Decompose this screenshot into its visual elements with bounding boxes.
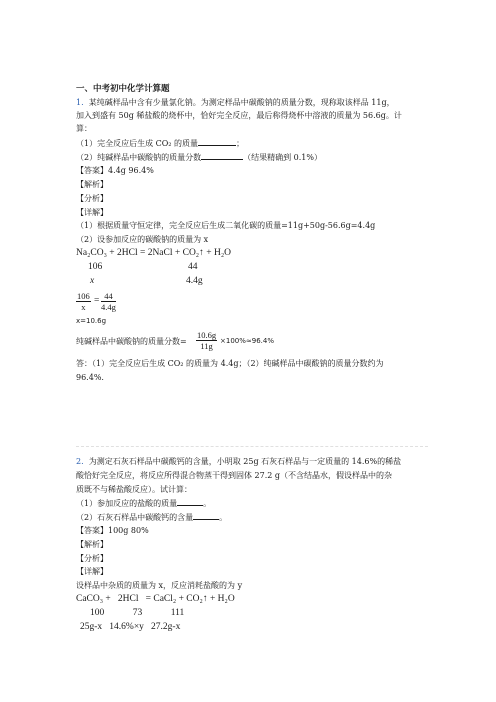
q1-eq-x: x <box>90 276 95 286</box>
q2-sub1: （1）参加反应的盐酸的质量 。 <box>76 499 212 508</box>
q2-number: 2. <box>76 457 84 466</box>
q2-sub2: （2）石灰石样品中碳酸钙的含量 。 <box>76 513 228 522</box>
q2-stem-line1: 2. 为测定石灰石样品中碳酸钙的含量，小明取 25g 石灰石样品与一定质量的 14.6%的稀盐 <box>76 457 402 466</box>
answer-blank <box>193 511 219 520</box>
q1-conclusion-line1: 答：（1）完全反应后生成 CO₂ 的质量为 4.4g；（2）纯碱样品中碳酸钠的质量分数约为 <box>76 359 384 368</box>
q1-eq-mr2: 44 <box>188 262 198 272</box>
q1-ratio-right: $\frac{44}{4.4g}$ <box>101 291 116 312</box>
q1-answer: 【答案】4.4g 96.4% <box>76 166 154 175</box>
q2-stem-line3: 质既不与稀盐酸反应）。试计算： <box>76 485 192 494</box>
q1-fraction-suffix: ×100%≈96.4% <box>220 337 274 345</box>
q2-detail1: 设样品中杂质的质量为 x，反应消耗盐酸的为 y <box>76 581 243 590</box>
section-title: 一、中考初中化学计算题 <box>76 84 170 94</box>
q1-stem-line3: 算： <box>76 124 92 133</box>
q2-xiangjie: 【详解】 <box>76 567 108 576</box>
q2-fenxi: 【分析】 <box>76 554 108 563</box>
q1-fraction-prefix: 纯碱样品中碳酸钠的质量分数= <box>76 337 187 346</box>
answer-blank <box>177 497 203 506</box>
q1-eq-mr1: 106 <box>88 262 103 272</box>
q1-sub1: （1）完全反应后生成 CO₂ 的质量 ； <box>76 139 245 148</box>
q1-jiexi: 【解析】 <box>76 180 108 189</box>
q1-stem-line1: 1. 某纯碱样品中含有少量氯化钠。为测定样品中碳酸钠的质量分数，现称取该样品 11g， <box>76 98 395 107</box>
q2-chemical-equation: CaCO₃ + 2HCl = CaCl₂ + CO₂↑ + H₂O <box>76 594 235 604</box>
q2-eq-masses: 25g-x 14.6%×y 27.2g-x <box>80 622 181 632</box>
answer-blank <box>201 151 243 160</box>
q1-eq-m2: 4.4g <box>186 276 203 286</box>
q1-detail2: （2）设参加反应的碳酸钠的质量为 x <box>76 235 209 244</box>
q1-detail1: （1）根据质量守恒定律，完全反应后生成二氧化碳的质量=11g+50g-56.6g=4.4g <box>76 221 376 230</box>
q1-number: 1. <box>76 98 84 107</box>
q2-answer: 【答案】100g 80% <box>76 526 149 535</box>
q2-stem-line2: 酸恰好完全反应，将反应所得混合物蒸干得到固体 27.2 g（不含结晶水，假设样品中的杂 <box>76 471 393 480</box>
q1-fraction: $\frac{10.6g}{11g}$ <box>197 330 217 351</box>
q2-jiexi: 【解析】 <box>76 540 108 549</box>
q2-eq-mr: 100 73 111 <box>90 608 185 618</box>
q1-sub2: （2）纯碱样品中碳酸钠的质量分数 （结果精确到 0.1%） <box>76 153 322 162</box>
answer-blank <box>198 137 236 146</box>
q1-x-result: x=10.6g <box>76 317 107 325</box>
q1-stem-line2: 加入到盛有 50g 稀盐酸的烧杯中，恰好完全反应，最后称得烧杯中溶液的质量为 56.6g。计 <box>76 111 402 120</box>
q1-ratio-left: $\frac{106}{x}$ <box>77 291 90 312</box>
q1-xiangjie: 【详解】 <box>76 208 108 217</box>
q1-fenxi: 【分析】 <box>76 194 108 203</box>
q1-ratio-equals: = <box>94 296 100 306</box>
q1-conclusion-line2: 96.4%. <box>76 373 104 382</box>
q1-chemical-equation: Na₂CO₃ + 2HCl = 2NaCl + CO₂↑ + H₂O <box>76 248 232 258</box>
divider <box>76 446 428 447</box>
